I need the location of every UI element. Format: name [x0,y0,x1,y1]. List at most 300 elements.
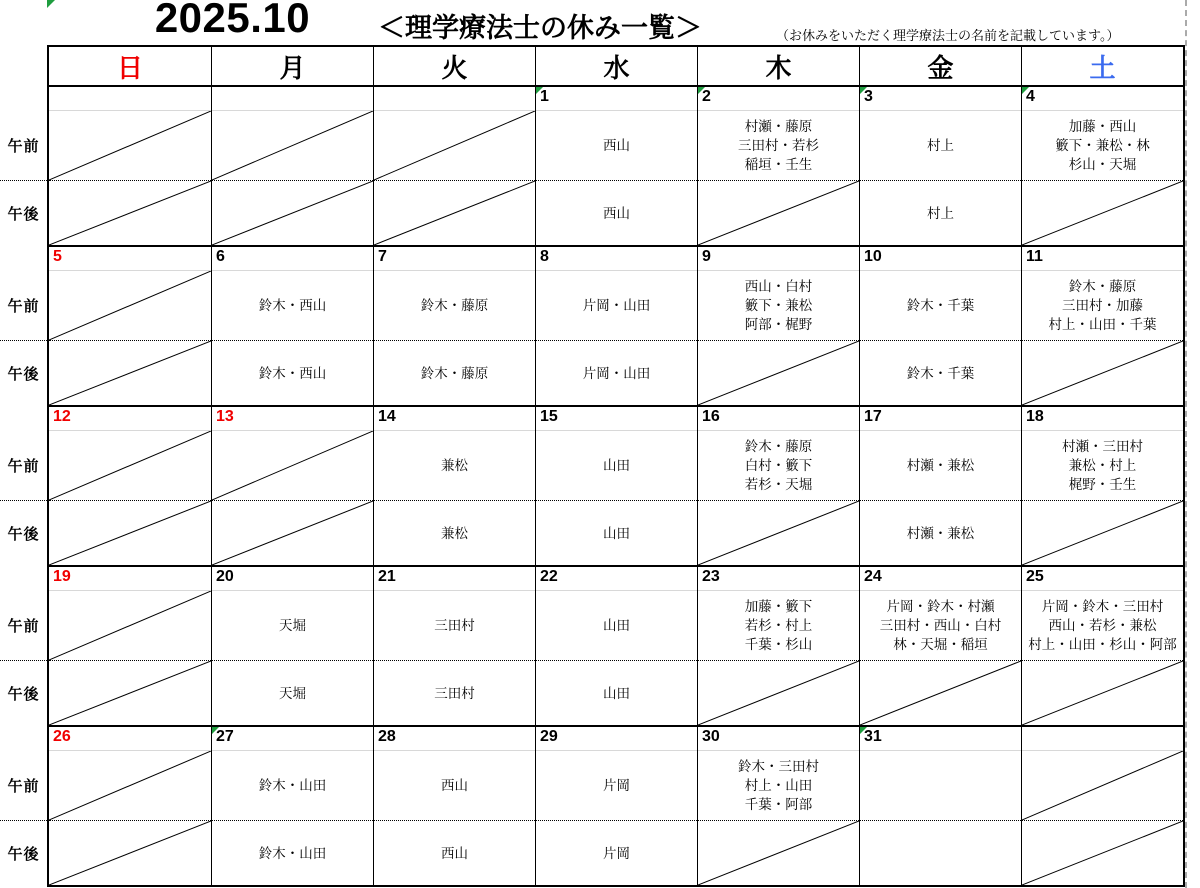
name-line: 鈴木・山田 [258,778,327,793]
diagonal-line [374,181,535,245]
am-slot[interactable] [860,751,1021,821]
date-row[interactable] [1022,87,1183,111]
name-line: 籔下・兼松・林 [1055,138,1150,153]
date-label: 23 [702,568,720,585]
pm-slot[interactable] [860,501,1021,565]
day-cell [859,407,1021,565]
label-week-group [0,85,47,245]
day-cell [535,567,697,725]
pm-slot[interactable] [1022,661,1183,725]
day-cell [859,727,1021,885]
label-week-group [0,405,47,565]
pm-slot[interactable] [49,341,211,405]
label-date-spacer [0,85,47,111]
name-line: 天堀 [279,618,306,633]
name-line: 稲垣・壬生 [744,157,813,172]
name-line: 山田 [603,525,630,541]
diagonal-line [698,501,859,565]
diagonal-line [212,431,373,500]
date-row[interactable] [49,247,211,271]
week-row [49,565,1183,725]
diagonal-line [49,591,211,660]
diagonal-line [374,111,535,180]
day-cell [49,407,211,565]
pm-slot[interactable] [1022,181,1183,245]
label-date-spacer [0,405,47,431]
diagonal-line [49,271,211,340]
date-label: 3 [864,88,873,105]
name-line: 片岡・山田 [582,365,651,381]
name-line: 兼松・村上 [1068,458,1137,473]
date-label: 17 [864,408,882,425]
pm-slot[interactable] [1022,821,1183,885]
pm-slot[interactable] [698,181,859,245]
comment-indicator-icon [212,727,219,734]
date-label: 13 [216,408,234,425]
am-slot[interactable] [212,111,373,181]
date-row[interactable] [374,407,535,431]
am-slot[interactable] [536,751,697,821]
pm-slot[interactable] [536,821,697,885]
name-line: 鈴木・藤原 [744,439,813,454]
date-label: 25 [1026,568,1044,585]
pm-slot[interactable] [49,181,211,245]
name-line: 三田村・西山・白村 [879,618,1002,633]
am-slot[interactable] [536,431,697,501]
name-line: 村上 [927,205,954,221]
day-cell [859,567,1021,725]
date-row[interactable] [1022,247,1183,271]
day-cell [373,407,535,565]
pm-slot[interactable] [698,341,859,405]
day-cell [697,87,859,245]
name-line: 西山 [603,205,630,221]
am-slot[interactable] [212,271,373,341]
row-label-am[interactable]: 午前 [0,591,47,661]
name-line: 村上・山田・杉山・阿部 [1028,637,1177,652]
list-heading[interactable]: ＜理学療法士の休み一覧＞ [378,13,702,43]
am-slot[interactable] [1022,111,1183,181]
name-line: 片岡・山田 [582,298,651,313]
am-slot[interactable] [1022,431,1183,501]
comment-indicator-icon [698,87,705,94]
diagonal-line [49,751,211,820]
am-slot[interactable] [49,111,211,181]
day-cell [211,87,373,245]
date-row[interactable] [212,727,373,751]
pm-slot[interactable] [536,661,697,725]
date-label: 30 [702,728,720,745]
date-label: 8 [540,248,549,265]
am-slot[interactable] [860,431,1021,501]
am-slot[interactable] [698,591,859,661]
am-slot[interactable] [698,751,859,821]
name-line: 天堀 [279,685,306,701]
diagonal-line [698,821,859,885]
name-line: 山田 [603,458,630,473]
diagonal-line [49,341,211,405]
pm-slot[interactable] [374,501,535,565]
page-break-line [1185,0,1187,888]
pm-slot[interactable] [212,661,373,725]
day-cell [1021,727,1183,885]
name-line: 山田 [603,618,630,633]
pm-slot[interactable] [374,341,535,405]
diagonal-line [49,501,211,565]
comment-indicator-icon [860,727,867,734]
name-line: 鈴木・西山 [258,365,327,381]
week-row [49,725,1183,885]
day-cell [211,727,373,885]
date-row[interactable] [860,407,1021,431]
name-line: 加藤・西山 [1068,119,1137,134]
weekday-header-cell[interactable]: 木 [697,47,859,85]
title-bar [0,0,1200,45]
date-row[interactable] [536,87,697,111]
am-slot[interactable] [49,431,211,501]
diagonal-line [698,661,859,725]
name-line: 若杉・天堀 [744,477,813,492]
day-cell [1021,87,1183,245]
day-cell [49,567,211,725]
date-row[interactable] [1022,727,1183,751]
date-label: 1 [540,88,549,105]
pm-slot[interactable] [860,661,1021,725]
title-comment-indicator-icon [47,0,55,8]
date-label: 26 [53,728,71,745]
date-label: 20 [216,568,234,585]
name-line: 鈴木・藤原 [420,298,489,313]
name-line: 三田村 [434,685,475,701]
row-label-pm[interactable]: 午後 [7,205,40,223]
date-label: 15 [540,408,558,425]
pm-slot[interactable] [860,181,1021,245]
day-cell [49,87,211,245]
name-line: 鈴木・藤原 [1068,279,1137,294]
diagonal-line [1022,501,1183,565]
diagonal-line [860,661,1021,725]
day-cell [859,87,1021,245]
date-label: 6 [216,248,225,265]
name-line: 村瀬・兼松 [906,458,975,473]
day-cell [535,87,697,245]
date-label: 24 [864,568,882,585]
weekday-header-cell[interactable]: 火 [373,47,535,85]
date-row[interactable] [212,247,373,271]
row-label-column [0,45,47,885]
name-line: 三田村・若杉 [738,138,819,153]
am-slot[interactable] [860,111,1021,181]
date-row[interactable] [374,567,535,591]
am-slot[interactable] [49,271,211,341]
name-line: 阿部・梶野 [744,317,813,332]
pm-slot[interactable] [49,501,211,565]
day-cell [211,567,373,725]
week-row [49,245,1183,405]
week-row [49,405,1183,565]
day-cell [211,247,373,405]
am-slot[interactable] [374,271,535,341]
date-row[interactable] [536,727,697,751]
am-slot[interactable] [374,591,535,661]
am-slot[interactable] [374,111,535,181]
am-slot[interactable] [536,271,697,341]
label-date-spacer [0,245,47,271]
date-label: 29 [540,728,558,745]
weekday-header-cell[interactable]: 金 [859,47,1021,85]
date-label: 16 [702,408,720,425]
am-slot[interactable] [1022,591,1183,661]
weekday-header-cell[interactable]: 月 [211,47,373,85]
row-label-am[interactable]: 午前 [0,271,47,341]
month-title[interactable]: 2025.10 [154,0,311,41]
date-row[interactable] [212,87,373,111]
day-cell [697,247,859,405]
note-text[interactable]: （お休みをいただく理学療法士の名前を記載しています。） [776,28,1120,43]
am-slot[interactable] [698,271,859,341]
comment-indicator-icon [860,87,867,94]
name-line: 西山 [441,845,468,861]
name-line: 片岡 [603,778,630,793]
name-line: 杉山・天堀 [1068,157,1137,172]
date-label: 18 [1026,408,1044,425]
am-slot[interactable] [860,591,1021,661]
diagonal-line [1022,751,1183,820]
pm-slot[interactable] [49,821,211,885]
name-line: 西山 [441,778,468,793]
date-row[interactable] [374,87,535,111]
diagonal-line [212,111,373,180]
row-label-pm[interactable]: 午後 [7,525,40,543]
day-cell [49,247,211,405]
date-row[interactable] [860,567,1021,591]
date-row[interactable] [698,87,859,111]
pm-slot[interactable] [374,821,535,885]
diagonal-line [212,501,373,565]
date-label: 22 [540,568,558,585]
date-label: 11 [1026,248,1043,265]
date-label: 5 [53,248,62,265]
row-label-pm[interactable]: 午後 [7,365,40,383]
name-line: 西山 [603,138,630,153]
day-cell [535,247,697,405]
pm-slot[interactable] [374,181,535,245]
weekday-header-cell[interactable]: 土 [1021,47,1183,85]
date-label: 14 [378,408,396,425]
date-row[interactable] [212,407,373,431]
date-row[interactable] [536,407,697,431]
diagonal-line [49,821,211,885]
label-week-group [0,245,47,405]
name-line: 三田村・加藤 [1062,298,1143,313]
date-row[interactable] [698,407,859,431]
diagonal-line [698,341,859,405]
name-line: 梶野・壬生 [1068,477,1137,492]
date-row[interactable] [49,87,211,111]
name-line: 西山・白村 [744,279,813,294]
day-cell [1021,407,1183,565]
date-row[interactable] [1022,567,1183,591]
weekday-header-cell[interactable]: 日 [116,52,143,83]
day-cell [211,407,373,565]
date-label: 21 [378,568,396,585]
day-cell [373,727,535,885]
diagonal-line [1022,341,1183,405]
am-slot[interactable] [212,591,373,661]
name-line: 若杉・村上 [744,618,813,633]
comment-indicator-icon [1022,87,1029,94]
name-line: 村上 [927,138,954,153]
comment-indicator-icon [536,87,543,94]
name-line: 片岡・鈴木・村瀬 [886,599,995,614]
diagonal-line [1022,181,1183,245]
pm-slot[interactable] [374,661,535,725]
name-line: 村瀬・三田村 [1062,439,1143,454]
day-cell [697,727,859,885]
row-label-am[interactable]: 午前 [0,111,47,181]
date-label: 9 [702,248,711,265]
name-line: 村上・山田・千葉 [1048,317,1157,332]
name-line: 西山・若杉・兼松 [1048,618,1157,633]
date-label: 10 [864,248,882,265]
name-line: 加藤・籔下 [744,599,813,614]
am-slot[interactable] [536,591,697,661]
name-line: 鈴木・三田村 [738,759,819,774]
name-line: 籔下・兼松 [744,298,813,313]
diagonal-line [698,181,859,245]
date-row[interactable] [698,727,859,751]
date-row[interactable] [49,727,211,751]
date-row[interactable] [49,567,211,591]
row-label-am[interactable]: 午前 [0,431,47,501]
day-cell [373,567,535,725]
pm-slot[interactable] [49,661,211,725]
am-slot[interactable] [374,431,535,501]
date-label: 27 [216,728,234,745]
name-line: 村瀬・藤原 [744,119,813,134]
pm-slot[interactable] [860,821,1021,885]
date-row[interactable] [860,727,1021,751]
pm-slot[interactable] [212,341,373,405]
date-row[interactable] [1022,407,1183,431]
date-row[interactable] [536,567,697,591]
am-slot[interactable] [698,431,859,501]
name-line: 村上・山田 [744,778,813,793]
name-line: 鈴木・千葉 [906,298,975,313]
day-cell [535,727,697,885]
label-week-group [0,725,47,885]
pm-slot[interactable] [212,501,373,565]
diagonal-line [49,111,211,180]
name-line: 千葉・阿部 [744,797,813,812]
name-line: 片岡・鈴木・三田村 [1041,599,1164,614]
diagonal-line [1022,661,1183,725]
am-slot[interactable] [212,431,373,501]
diagonal-line [1022,821,1183,885]
pm-slot[interactable] [698,821,859,885]
am-slot[interactable] [49,591,211,661]
am-slot[interactable] [536,111,697,181]
date-row[interactable] [860,247,1021,271]
am-slot[interactable] [698,111,859,181]
date-label: 19 [53,568,71,585]
pm-slot[interactable] [698,661,859,725]
date-label: 12 [53,408,71,425]
date-label: 7 [378,248,387,265]
day-cell [697,567,859,725]
date-row[interactable] [536,247,697,271]
date-row[interactable] [212,567,373,591]
pm-slot[interactable] [536,181,697,245]
date-row[interactable] [698,247,859,271]
pm-slot[interactable] [1022,341,1183,405]
am-slot[interactable] [49,751,211,821]
am-slot[interactable] [374,751,535,821]
day-cell [373,247,535,405]
pm-slot[interactable] [212,181,373,245]
am-slot[interactable] [860,271,1021,341]
name-line: 山田 [603,685,630,701]
pm-slot[interactable] [212,821,373,885]
weekday-header-row [49,47,1183,85]
name-line: 鈴木・千葉 [906,365,975,381]
date-row[interactable] [374,727,535,751]
day-cell [1021,567,1183,725]
diagonal-line [49,661,211,725]
name-line: 三田村 [434,618,475,633]
am-slot[interactable] [1022,271,1183,341]
pm-slot[interactable] [698,501,859,565]
row-label-am[interactable]: 午前 [0,751,47,821]
name-line: 兼松 [441,525,468,541]
label-date-spacer [0,725,47,751]
row-label-pm[interactable]: 午後 [7,845,40,863]
date-row[interactable] [860,87,1021,111]
label-week-group [0,565,47,725]
date-row[interactable] [698,567,859,591]
week-row [49,85,1183,245]
am-slot[interactable] [212,751,373,821]
date-label: 2 [702,88,711,105]
label-date-spacer [0,565,47,591]
day-cell [1021,247,1183,405]
date-row[interactable] [374,247,535,271]
pm-slot[interactable] [1022,501,1183,565]
calendar-table [47,45,1185,887]
name-line: 鈴木・西山 [258,298,327,313]
pm-slot[interactable] [860,341,1021,405]
diagonal-line [49,181,211,245]
day-cell [859,247,1021,405]
row-label-pm[interactable]: 午後 [7,685,40,703]
weekday-header-cell[interactable]: 水 [535,47,697,85]
date-label: 28 [378,728,396,745]
day-cell [49,727,211,885]
day-cell [535,407,697,565]
pm-slot[interactable] [536,341,697,405]
date-label: 4 [1026,88,1035,105]
name-line: 林・天堀・稲垣 [893,637,988,652]
date-label: 31 [864,728,882,745]
pm-slot[interactable] [536,501,697,565]
name-line: 兼松 [441,458,468,473]
name-line: 鈴木・山田 [258,845,327,861]
name-line: 千葉・杉山 [744,637,813,652]
name-line: 片岡 [603,845,630,861]
am-slot[interactable] [1022,751,1183,821]
diagonal-line [212,181,373,245]
date-row[interactable] [49,407,211,431]
